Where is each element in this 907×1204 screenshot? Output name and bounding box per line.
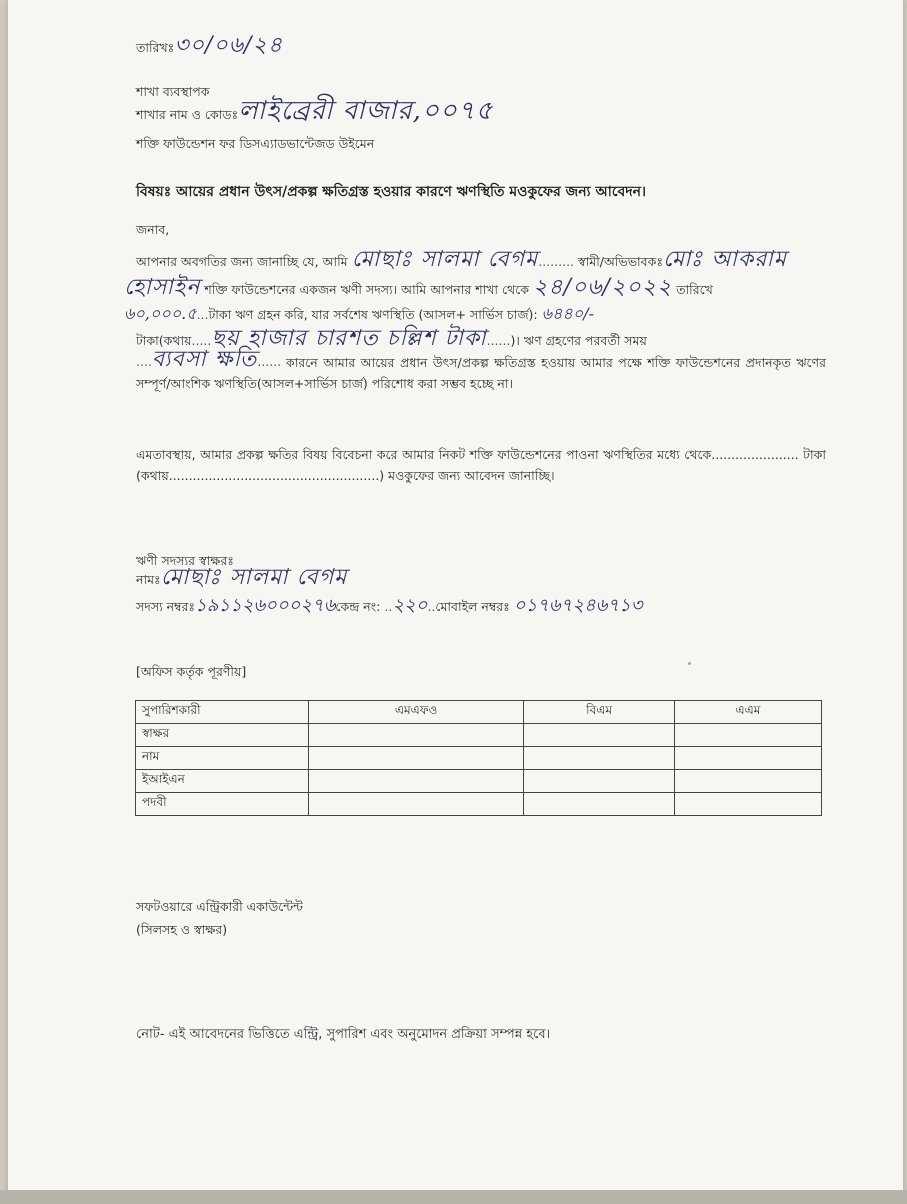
guardian-name: মোঃ আকরাম <box>663 247 787 272</box>
body-line-3: ৬০,০০০.৫...টাকা ঋণ গ্রহন করি, যার সর্বশেষ ঋণস্থিতি (আসল+ সার্ভিস চার্জ): ৬৪৪০/- <box>124 304 594 323</box>
accountant-seal: (সিলসহ ও স্বাক্ষর) <box>136 922 228 937</box>
loan-date: ২৪/০৬/২০২২ <box>532 275 673 300</box>
header-recommender: সুপারিশকারী <box>136 701 309 724</box>
table-cell[interactable] <box>309 747 524 770</box>
body-text: তারিখে <box>676 282 713 297</box>
date-value: ৩০/০৬/২৪ <box>174 33 283 58</box>
branch-label: শাখার নাম ও কোডঃ <box>136 107 239 122</box>
mobile-label: মোবাইল নম্বরঃ <box>435 599 510 614</box>
center-label: কেন্দ্র নং: <box>335 599 381 614</box>
office-title: [অফিস কর্তৃক পূরণীয়] <box>136 664 247 679</box>
body-text: শক্তি ফাউন্ডেশনের একজন ঋণী সদস্য। আমি আপনার শাখা থেকে <box>204 282 529 297</box>
office-table <box>135 700 822 816</box>
name-line <box>136 565 348 590</box>
body-paragraph-1-rest: কারনে আমার আয়ের প্রধান উৎস/প্রকল্প ক্ষতিগ্রস্ত হওয়ায় আমার পক্ষে শক্তি ফাউন্ডেশনের প্রদানকৃত ঋণের সম্পূর্ণ/আংশিক ঋণস্থিতি(আসল+সার্ভিস চার্জ) পরিশোধ করা সম্ভব হচ্ছে না। <box>136 355 826 391</box>
subject-line: বিষয়ঃ আয়ের প্রধান উৎস/প্রকল্প ক্ষতিগ্রস্ত হওয়ার কারণে ঋণস্থিতি মওকুফের জন্য আবেদন। <box>136 184 646 200</box>
desk-edge <box>0 1190 907 1204</box>
member-number: ১৯১১২৬০০০২৭৬ <box>195 595 336 616</box>
table-cell[interactable] <box>309 770 524 793</box>
body-line-2 <box>124 275 713 300</box>
body-line-1: আপনার অবগতির জন্য জানাচ্ছি যে, আমি মোছাঃ সালমা বেগম......... স্বামী/অভিভাবকঃমোঃ আকরাম <box>136 247 787 272</box>
table-cell[interactable] <box>524 793 675 816</box>
date-label: তারিখঃ <box>136 40 175 55</box>
body-text: টাকা(কথায় <box>136 333 192 348</box>
salutation: জনাব, <box>136 222 170 237</box>
paper-speck <box>688 662 691 665</box>
row-label-designation: পদবী <box>136 793 309 816</box>
body-line-4: টাকা(কথায়.....ছয় হাজার চারশত চল্লিশ টাকা......)। ঋণ গ্রহণের পরবর্তী সময় <box>136 326 647 351</box>
table-cell[interactable] <box>675 747 822 770</box>
table-cell[interactable] <box>524 724 675 747</box>
body-text: টাকা ঋণ গ্রহন করি, যার সর্বশেষ ঋণস্থিতি (আসল+ সার্ভিস চার্জ): <box>208 307 538 322</box>
member-line: সদস্য নম্বরঃ১৯১১২৬০০০২৭৬কেন্দ্র নং: ..২২০..মোবাইল নম্বরঃ ০১৭৬৭২৪৬৭১৩ <box>136 595 643 616</box>
name-label: নামঃ <box>136 572 161 587</box>
guardian-label: স্বামী/অভিভাবকঃ <box>578 254 663 269</box>
center-number: ২২০ <box>392 595 428 616</box>
row-label-signature: স্বাক্ষর <box>136 724 309 747</box>
header-mfo: এমএফও <box>309 701 524 724</box>
table-row <box>136 793 822 816</box>
accountant-title: সফটওয়ারে এন্ট্রিকারী একাউন্টেন্ট <box>136 899 303 914</box>
signature-label: ঋণী সদস্যর স্বাক্ষরঃ <box>136 553 234 568</box>
table-header-row <box>136 701 822 724</box>
body-text: আপনার অবগতির জন্য জানাচ্ছি যে, আমি <box>136 254 348 269</box>
body-line-5: ....ব্যবসা ক্ষতি...... <box>136 347 282 372</box>
branch-line <box>136 96 494 126</box>
header-am: এএম <box>675 701 822 724</box>
header-bm: বিএম <box>524 701 675 724</box>
table-row <box>136 770 822 793</box>
reason: ব্যবসা ক্ষতি <box>151 347 258 372</box>
member-name: মোছাঃ সালমা বেগম <box>160 565 348 590</box>
table-cell[interactable] <box>309 793 524 816</box>
row-label-ein: ইআইএন <box>136 770 309 793</box>
branch-value: লাইব্রেরী বাজার,০০৭৫ <box>238 96 494 126</box>
member-label: সদস্য নম্বরঃ <box>136 599 196 614</box>
table-cell[interactable] <box>524 747 675 770</box>
table-row <box>136 747 822 770</box>
table-cell[interactable] <box>309 724 524 747</box>
body-paragraph-2: এমতাবস্থায়, আমার প্রকল্প ক্ষতির বিষয় বিবেচনা করে আমার নিকট শক্তি ফাউন্ডেশনের পাওনা ঋণস্থিতির মধ্যে থেকে...................... টাকা (কথায়.....................................................) মওকুফের জন্য আবেদন জানাচ্ছি। <box>136 447 826 483</box>
mobile-number: ০১৭৬৭২৪৬৭১৩ <box>513 595 643 616</box>
row-label-name: নাম <box>136 747 309 770</box>
note-text: নোট- এই আবেদনের ভিত্তিতে এন্ট্রি, সুপারিশ এবং অনুমোদন প্রক্রিয়া সম্পন্ন হবে। <box>136 1027 551 1042</box>
loan-amount: ৬০,০০০.৫ <box>124 304 197 323</box>
balance-words: ছয় হাজার চারশত চল্লিশ টাকা <box>211 326 487 351</box>
organization-name: শক্তি ফাউন্ডেশন ফর ডিসএ্যাডভান্টেজড উইমেন <box>136 136 375 151</box>
date-line <box>136 33 283 58</box>
applicant-name: মোছাঃ সালমা বেগম <box>351 247 539 272</box>
balance-amount: ৬৪৪০/- <box>541 304 594 323</box>
branch-manager: শাখা ব্যবস্থাপক <box>136 84 210 99</box>
table-cell[interactable] <box>675 724 822 747</box>
table-cell[interactable] <box>524 770 675 793</box>
body-text: )। ঋণ গ্রহণের পরবর্তী সময় <box>510 333 647 348</box>
table-cell[interactable] <box>675 793 822 816</box>
guardian-name-2: হোসাইন <box>124 275 201 300</box>
table-cell[interactable] <box>675 770 822 793</box>
table-row <box>136 724 822 747</box>
